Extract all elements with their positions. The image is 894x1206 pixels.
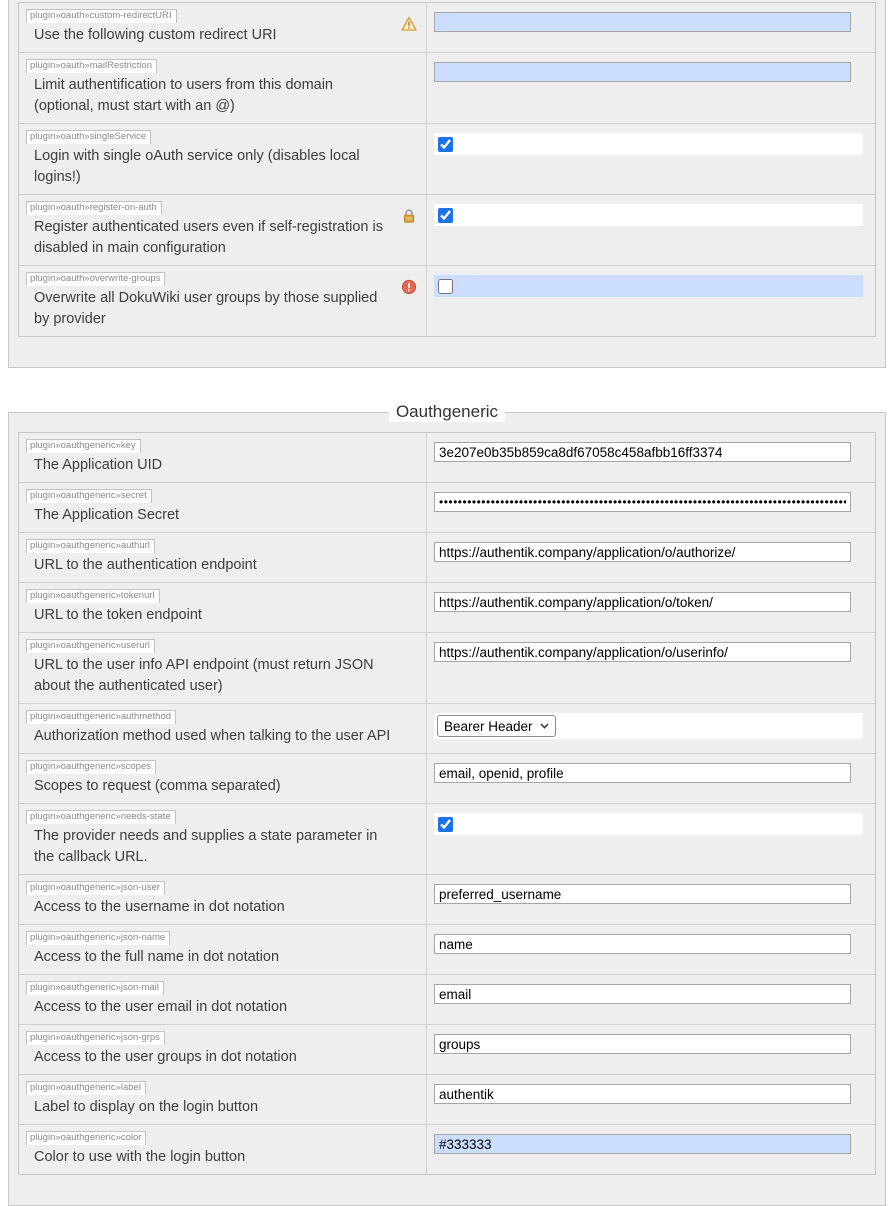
setting-input-json-user[interactable] [434, 884, 851, 904]
setting-label: The Application Secret [34, 507, 180, 523]
warning-icon [401, 16, 417, 32]
section-oauthgeneric [8, 402, 886, 1206]
oauth-settings-table [18, 2, 876, 337]
setting-value-cell [426, 53, 875, 123]
setting-value-cell [426, 633, 875, 703]
setting-input-json-mail[interactable] [434, 984, 851, 1004]
setting-value-cell [426, 124, 875, 194]
setting-row-singleService [19, 123, 875, 194]
setting-value-cell [426, 195, 875, 265]
setting-label-cell [19, 925, 426, 974]
setting-label: Color to use with the login button [34, 1149, 246, 1165]
setting-key-chip: plugin»oauthgeneric»color [26, 1131, 146, 1145]
setting-row-mailRestriction [19, 52, 875, 123]
setting-value-cell [426, 266, 875, 336]
setting-key-chip: plugin»oauthgeneric»scopes [26, 760, 156, 774]
setting-row-overwrite-groups [19, 265, 875, 336]
setting-row-json-user [19, 874, 875, 924]
setting-label: Limit authentification to users from this domain (optional, must start with an @) [34, 77, 333, 114]
setting-key-chip: plugin»oauthgeneric»needs-state [26, 810, 176, 824]
setting-label: Overwrite all DokuWiki user groups by those supplied by provider [34, 290, 378, 327]
setting-value-cell [426, 583, 875, 632]
setting-value-cell [426, 3, 875, 52]
setting-label-cell [19, 1025, 426, 1074]
setting-label: The Application UID [34, 457, 163, 473]
setting-label-cell [19, 975, 426, 1024]
setting-label-cell [19, 3, 426, 52]
setting-label-cell [19, 53, 426, 123]
setting-value-cell [426, 925, 875, 974]
setting-row-json-mail [19, 974, 875, 1024]
setting-label: Login with single oAuth service only (disables local logins!) [34, 148, 360, 185]
setting-checkbox-needs-state[interactable] [438, 817, 453, 832]
setting-label-cell [19, 433, 426, 482]
setting-row-register-on-auth [19, 194, 875, 265]
setting-row-color [19, 1124, 875, 1174]
setting-key-chip: plugin»oauthgeneric»json-user [26, 881, 165, 895]
setting-input-secret[interactable] [434, 492, 851, 512]
setting-input-custom-redirectURI[interactable] [434, 12, 851, 32]
setting-value-cell [426, 804, 875, 874]
setting-label: URL to the user info API endpoint (must return JSON about the authenticated user) [34, 657, 374, 694]
setting-label-cell [19, 483, 426, 532]
setting-key-chip: plugin»oauthgeneric»authurl [26, 539, 155, 553]
setting-input-json-grps[interactable] [434, 1034, 851, 1054]
setting-input-tokenurl[interactable] [434, 592, 851, 612]
setting-checkbox-singleService[interactable] [438, 137, 453, 152]
setting-value-cell [426, 975, 875, 1024]
setting-row-scopes [19, 753, 875, 803]
error-icon [401, 279, 417, 295]
setting-label-cell [19, 633, 426, 703]
setting-label: Access to the username in dot notation [34, 899, 285, 915]
setting-label: Label to display on the login button [34, 1099, 259, 1115]
setting-label-cell [19, 195, 426, 265]
setting-label: Access to the user groups in dot notation [34, 1049, 297, 1065]
select-wrapper [437, 715, 556, 737]
setting-key-chip: plugin»oauth»register-on-auth [26, 201, 162, 215]
setting-value-strip [434, 813, 863, 835]
setting-value-strip [434, 275, 863, 297]
setting-row-label [19, 1074, 875, 1124]
setting-value-cell [426, 433, 875, 482]
setting-label: Register authenticated users even if self-registration is disabled in main configuration [34, 219, 383, 256]
section-oauth [8, 0, 886, 368]
setting-label: Scopes to request (comma separated) [34, 778, 281, 794]
setting-row-authmethod [19, 703, 875, 753]
setting-label: Use the following custom redirect URI [34, 27, 277, 43]
setting-value-cell [426, 1125, 875, 1174]
setting-key-chip: plugin»oauthgeneric»secret [26, 489, 152, 503]
setting-key-chip: plugin»oauthgeneric»json-mail [26, 981, 164, 995]
setting-row-authurl [19, 532, 875, 582]
setting-label-cell [19, 266, 426, 336]
setting-key-chip: plugin»oauth»mailRestriction [26, 59, 157, 73]
setting-value-cell [426, 533, 875, 582]
setting-label-cell [19, 583, 426, 632]
setting-key-chip: plugin»oauthgeneric»label [26, 1081, 146, 1095]
setting-input-scopes[interactable] [434, 763, 851, 783]
setting-key-chip: plugin»oauthgeneric»tokenurl [26, 589, 160, 603]
setting-value-strip [434, 133, 863, 155]
setting-row-json-name [19, 924, 875, 974]
setting-label: URL to the authentication endpoint [34, 557, 257, 573]
setting-key-chip: plugin»oauthgeneric»json-name [26, 931, 170, 945]
setting-value-cell [426, 875, 875, 924]
setting-value-cell [426, 1025, 875, 1074]
setting-label-cell [19, 754, 426, 803]
setting-value-cell [426, 1075, 875, 1124]
setting-key-chip: plugin»oauth»singleService [26, 130, 151, 144]
oauthgeneric-settings-table [18, 432, 876, 1175]
setting-value-cell [426, 754, 875, 803]
setting-label-cell [19, 1075, 426, 1124]
setting-row-secret [19, 482, 875, 532]
setting-row-json-grps [19, 1024, 875, 1074]
setting-row-key [19, 433, 875, 482]
setting-label: The provider needs and supplies a state parameter in the callback URL. [34, 828, 378, 865]
setting-label-cell [19, 124, 426, 194]
setting-input-key[interactable] [434, 442, 851, 462]
setting-select-authmethod[interactable] [437, 715, 556, 737]
setting-input-color[interactable] [434, 1134, 851, 1154]
setting-label: Access to the full name in dot notation [34, 949, 280, 965]
setting-key-chip: plugin»oauthgeneric»key [26, 439, 141, 453]
setting-row-tokenurl [19, 582, 875, 632]
setting-label: Access to the user email in dot notation [34, 999, 288, 1015]
setting-value-strip [434, 713, 863, 739]
setting-key-chip: plugin»oauthgeneric»authmethod [26, 710, 176, 724]
setting-row-needs-state [19, 803, 875, 874]
setting-input-label[interactable] [434, 1084, 851, 1104]
setting-key-chip: plugin»oauthgeneric»json-grps [26, 1031, 165, 1045]
setting-value-strip [434, 204, 863, 226]
setting-key-chip: plugin»oauthgeneric»userurl [26, 639, 155, 653]
setting-row-custom-redirectURI [19, 3, 875, 52]
setting-input-userurl[interactable] [434, 642, 851, 662]
setting-label: Authorization method used when talking to the user API [34, 728, 391, 744]
setting-label-cell [19, 704, 426, 753]
setting-label-cell [19, 804, 426, 874]
setting-value-cell [426, 483, 875, 532]
setting-value-cell [426, 704, 875, 753]
setting-key-chip: plugin»oauth»custom-redirectURI [26, 9, 177, 23]
setting-label-cell [19, 533, 426, 582]
setting-input-mailRestriction[interactable] [434, 62, 851, 82]
setting-input-authurl[interactable] [434, 542, 851, 562]
setting-label-cell [19, 1125, 426, 1174]
setting-label-cell [19, 875, 426, 924]
setting-input-json-name[interactable] [434, 934, 851, 954]
setting-checkbox-overwrite-groups[interactable] [438, 279, 453, 294]
setting-label: URL to the token endpoint [34, 607, 202, 623]
section-title: Oauthgeneric [389, 402, 505, 422]
lock-icon [401, 208, 417, 224]
setting-checkbox-register-on-auth[interactable] [438, 208, 453, 223]
setting-key-chip: plugin»oauth»overwrite-groups [26, 272, 165, 286]
setting-row-userurl [19, 632, 875, 703]
